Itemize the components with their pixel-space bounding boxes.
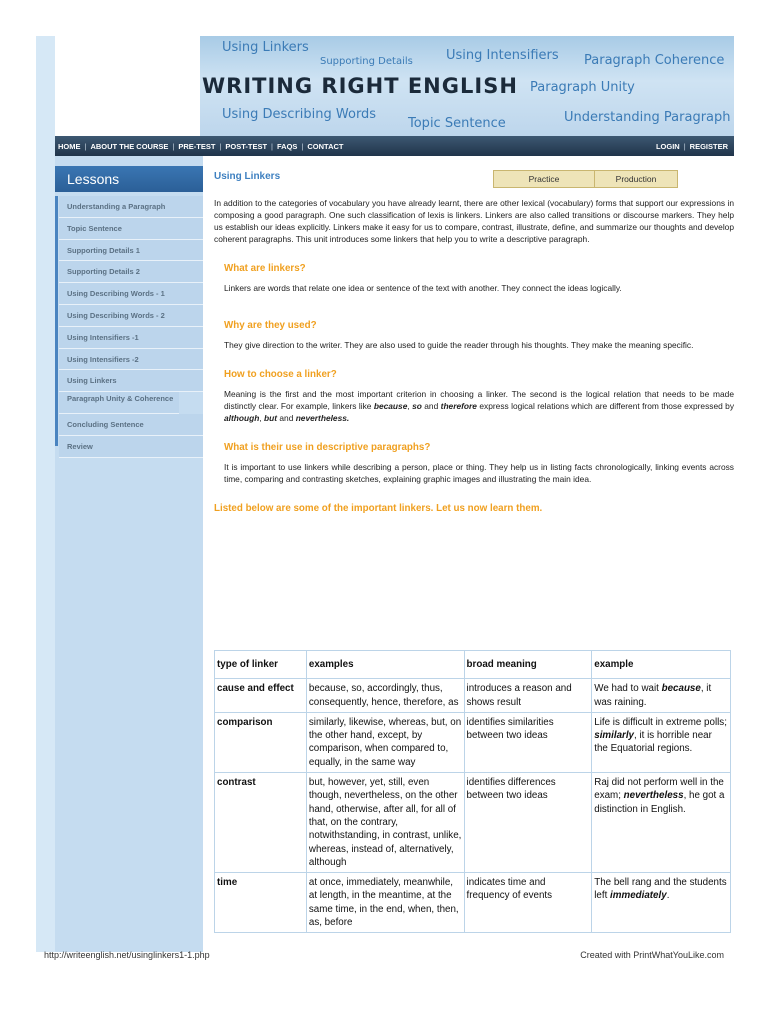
sidebar-item-review[interactable]: Review — [59, 436, 203, 458]
sidebar-item-intensifiers-2[interactable]: Using Intensifiers -2 — [59, 349, 203, 371]
linker-example-sentence: Raj did not perform well in the exam; nevertheless, he got a distinction in English. — [592, 773, 731, 873]
linker-examples: similarly, likewise, whereas, but, on the other hand, except, by comparison, when compared to, equally, in the same way — [306, 712, 464, 772]
sidebar-item-supporting-details-2[interactable]: Supporting Details 2 — [59, 261, 203, 283]
nav-login[interactable]: LOGIN — [655, 142, 680, 151]
page — [36, 36, 734, 952]
sidebar-item-supporting-details-1[interactable]: Supporting Details 1 — [59, 240, 203, 262]
linker-type: cause and effect — [215, 679, 307, 713]
column-header: type of linker — [215, 651, 307, 679]
answer-how-choose: Meaning is the first and the most important criterion in choosing a linker. The second is the logical relation that needs to be made distinctly clear. For example, linkers like because, so and therefore express logical relations which are different from those expressed by although, but and nevertheless. — [224, 389, 734, 423]
section-title: Using Linkers — [214, 171, 281, 182]
linker-meaning: identifies similarities between two ideas — [464, 712, 592, 772]
linker-example-sentence: Life is difficult in extreme polls; similarly, it is horrible near the Equatorial regions. — [592, 712, 731, 772]
banner-word: Using Intensifiers — [446, 48, 559, 63]
question-why-used: Why are they used? — [224, 320, 317, 331]
linker-meaning: identifies differences between two ideas — [464, 773, 592, 873]
answer-descriptive-use: It is important to use linkers while describing a person, place or thing. They help us in listing facts chronologically, linking events across time, comparing and contrasting sketches, explaining graphic images and illustrating the main idea. — [224, 462, 734, 484]
banner-word: Topic Sentence — [408, 116, 506, 131]
table-row — [215, 773, 731, 873]
sidebar-item-topic-sentence[interactable]: Topic Sentence — [59, 218, 203, 240]
nav-pre-test[interactable]: PRE-TEST — [178, 142, 216, 151]
practice-button[interactable]: Practice — [493, 170, 595, 188]
sidebar-item-describing-words-2[interactable]: Using Describing Words - 2 — [59, 305, 203, 327]
intro-paragraph: In addition to the categories of vocabulary you have already learnt, there are other lexical (vocabulary) forms that support our expressions in composing a good paragraph. One such classification of lexis is linkers. Linkers are also called transitions or discourse markers. They help us establish our ideas explicitly. Linkers make it easy for us to compare, contrast, illustrate, define, and summarize our thoughts and develop coherent paragraphs. This unit introduces some linkers that help you to write a descriptive paragraph. — [214, 198, 734, 244]
answer-what-are-linkers: Linkers are words that relate one idea or sentence of the text with another. They connect the ideas logically. — [224, 283, 622, 293]
nav-post-test[interactable]: POST-TEST — [225, 142, 268, 151]
banner-word: Supporting Details — [320, 56, 413, 67]
banner-word: Understanding Paragraph — [564, 110, 731, 125]
nav-about-course[interactable]: ABOUT THE COURSE — [90, 142, 169, 151]
footer-credit: Created with PrintWhatYouLike.com — [580, 950, 724, 960]
linker-example-sentence: We had to wait because, it was raining. — [592, 679, 731, 713]
linker-examples: but, however, yet, still, even though, nevertheless, on the other hand, otherwise, after all, for all of that, on the contrary, notwithstanding, in contrast, unlike, whereas, instead of, alternatively, although — [306, 773, 464, 873]
sidebar-item-intensifiers-1[interactable]: Using Intensifiers -1 — [59, 327, 203, 349]
production-button[interactable]: Production — [594, 170, 678, 188]
sidebar-item-understanding-paragraph[interactable]: Understanding a Paragraph — [59, 196, 203, 218]
table-row — [215, 873, 731, 933]
table-row — [215, 679, 731, 713]
sidebar-item-describing-words-1[interactable]: Using Describing Words - 1 — [59, 283, 203, 305]
linker-type: time — [215, 873, 307, 933]
table-clip — [36, 36, 734, 952]
linker-meaning: introduces a reason and shows result — [464, 679, 592, 713]
column-header: example — [592, 651, 731, 679]
linker-examples: because, so, accordingly, thus, consequently, hence, therefore, as — [306, 679, 464, 713]
listed-heading: Listed below are some of the important linkers. Let us now learn them. — [214, 503, 543, 514]
nav-register[interactable]: REGISTER — [689, 142, 728, 151]
banner-word: Paragraph Coherence — [584, 53, 725, 68]
nav-faqs[interactable]: FAQS — [277, 142, 298, 151]
question-how-choose: How to choose a linker? — [224, 369, 337, 380]
linker-type: contrast — [215, 773, 307, 873]
nav-contact[interactable]: CONTACT — [307, 142, 344, 151]
answer-why-used: They give direction to the writer. They are also used to guide the reader through his thoughts. They make the meaning specific. — [224, 340, 694, 350]
linker-meaning: indicates time and frequency of events — [464, 873, 592, 933]
linker-example-sentence: The bell rang and the students left immediately. — [592, 873, 731, 933]
site-title: WRITING RIGHT ENGLISH — [202, 74, 518, 98]
table-header-row — [215, 651, 731, 679]
question-descriptive-use: What is their use in descriptive paragraphs? — [224, 442, 431, 453]
linker-type: comparison — [215, 712, 307, 772]
linker-examples: at once, immediately, meanwhile, at length, in the meantime, at the same time, in the end, when, then, as, before — [306, 873, 464, 933]
table-row — [215, 712, 731, 772]
footer-url: http://writeenglish.net/usinglinkers1-1.php — [44, 950, 210, 960]
sidebar-item-concluding-sentence[interactable]: Concluding Sentence — [59, 414, 203, 436]
banner-word: Using Linkers — [222, 40, 309, 55]
lessons-heading-label: Lessons — [67, 171, 120, 187]
banner-word: Paragraph Unity — [530, 80, 635, 95]
nav-home[interactable]: HOME — [58, 142, 81, 151]
column-header: examples — [306, 651, 464, 679]
question-what-are-linkers: What are linkers? — [224, 263, 306, 274]
top-nav: HOME | ABOUT THE COURSE | PRE-TEST | POST-TEST | FAQS | CONTACT LOGIN | REGISTER — [55, 136, 734, 156]
sidebar-item-using-linkers[interactable]: Using Linkers — [59, 370, 203, 392]
sidebar-item-paragraph-unity[interactable]: Paragraph Unity & Coherence — [59, 392, 179, 414]
linkers-table — [214, 650, 731, 933]
column-header: broad meaning — [464, 651, 592, 679]
banner-word: Using Describing Words — [222, 107, 377, 122]
